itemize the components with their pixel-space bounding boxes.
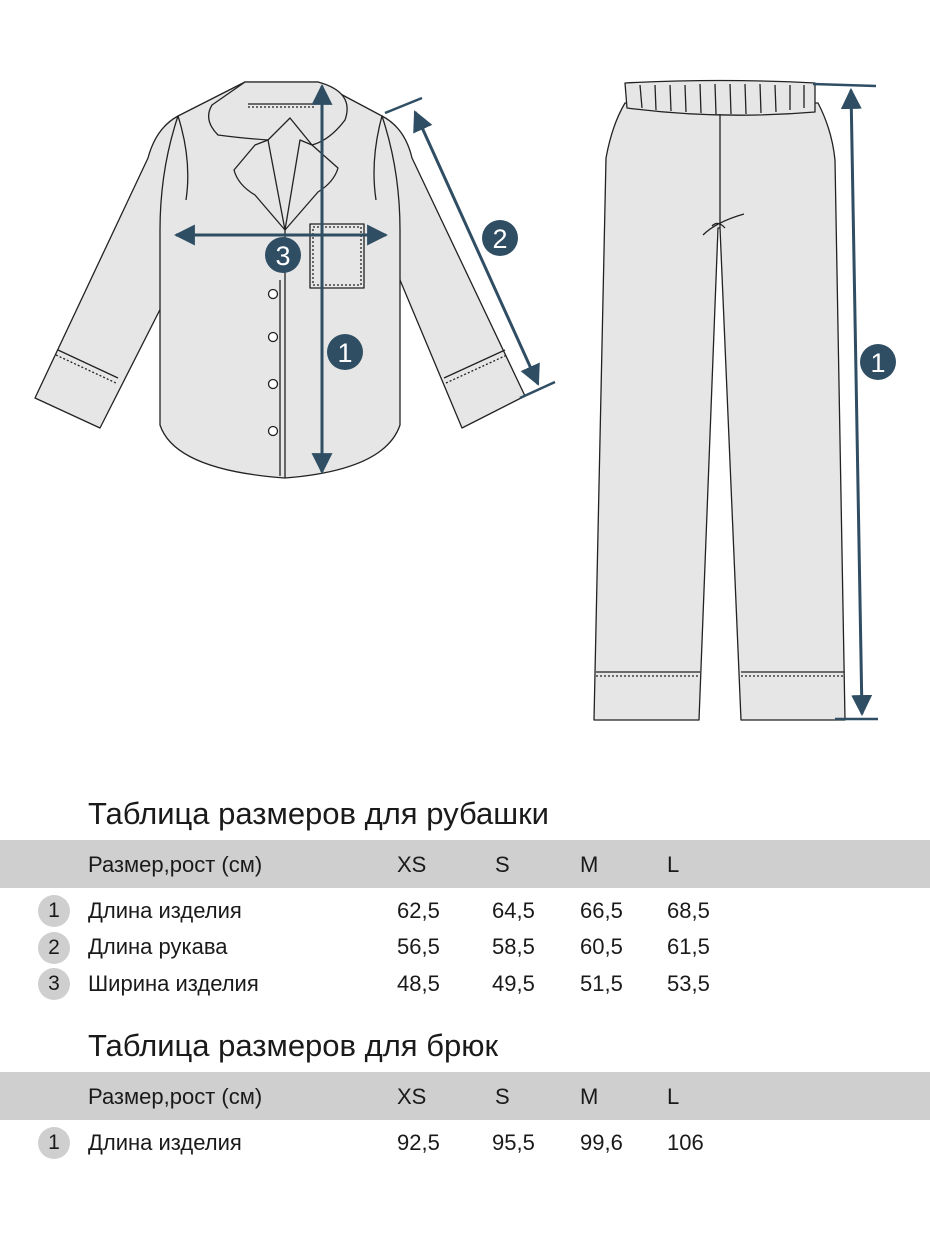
svg-text:1: 1 bbox=[870, 348, 886, 378]
shirt-row-1-s: 64,5 bbox=[492, 898, 535, 923]
shirt-row-1-label: Длина изделия bbox=[88, 898, 242, 923]
shirt-row-1-m: 66,5 bbox=[580, 898, 623, 923]
pants-row-1-xs: 92,5 bbox=[397, 1130, 440, 1155]
shirt-row-3-l: 53,5 bbox=[667, 971, 710, 996]
pants-header-size-xs: XS bbox=[397, 1084, 427, 1109]
shirt-row-2-s: 58,5 bbox=[492, 934, 535, 959]
pants-header-size-l: L bbox=[667, 1084, 680, 1109]
svg-text:2: 2 bbox=[492, 224, 508, 254]
pants-row-1-badge: 1 bbox=[38, 1127, 70, 1159]
pants-table-title: Таблица размеров для брюк bbox=[88, 1028, 499, 1063]
shirt-header-size-xs: XS bbox=[397, 852, 427, 877]
shirt-row-2-label: Длина рукава bbox=[88, 934, 228, 959]
shirt-row-2-l: 61,5 bbox=[667, 934, 710, 959]
shirt-row-3-badge: 3 bbox=[38, 968, 70, 1000]
shirt-table-title: Таблица размеров для рубашки bbox=[88, 796, 549, 831]
pants-header-size-s: S bbox=[495, 1084, 510, 1109]
shirt-row-3-xs: 48,5 bbox=[397, 971, 440, 996]
pants-drawing bbox=[594, 81, 845, 721]
shirt-header-size-s: S bbox=[495, 852, 510, 877]
pants-row-1-s: 95,5 bbox=[492, 1130, 535, 1155]
shirt-row-2-m: 60,5 bbox=[580, 934, 623, 959]
pants-marker-1 bbox=[860, 344, 896, 380]
shirt-row-1-badge: 1 bbox=[38, 895, 70, 927]
shirt-marker-2 bbox=[482, 220, 518, 256]
svg-text:1: 1 bbox=[337, 338, 353, 368]
shirt-row-1-l: 68,5 bbox=[667, 898, 710, 923]
shirt-header-size-m: M bbox=[580, 852, 599, 877]
shirt-row-2-badge: 2 bbox=[38, 932, 70, 964]
shirt-row-3-s: 49,5 bbox=[492, 971, 535, 996]
pants-row-1-l: 106 bbox=[667, 1130, 704, 1155]
pants-header-size-m: M bbox=[580, 1084, 599, 1109]
shirt-marker-1 bbox=[327, 334, 363, 370]
svg-text:3: 3 bbox=[275, 241, 291, 271]
pants-row-1-label: Длина изделия bbox=[88, 1130, 242, 1155]
shirt-row-3-label: Ширина изделия bbox=[88, 971, 259, 996]
shirt-row-3-m: 51,5 bbox=[580, 971, 623, 996]
shirt-header-label: Размер,рост (см) bbox=[88, 852, 263, 877]
shirt-marker-3 bbox=[265, 237, 301, 273]
shirt-row-2-xs: 56,5 bbox=[397, 934, 440, 959]
pants-header-label: Размер,рост (см) bbox=[88, 1084, 263, 1109]
shirt-header-size-l: L bbox=[667, 852, 680, 877]
shirt-row-1-xs: 62,5 bbox=[397, 898, 440, 923]
shirt-drawing bbox=[35, 82, 525, 478]
pants-row-1-m: 99,6 bbox=[580, 1130, 623, 1155]
